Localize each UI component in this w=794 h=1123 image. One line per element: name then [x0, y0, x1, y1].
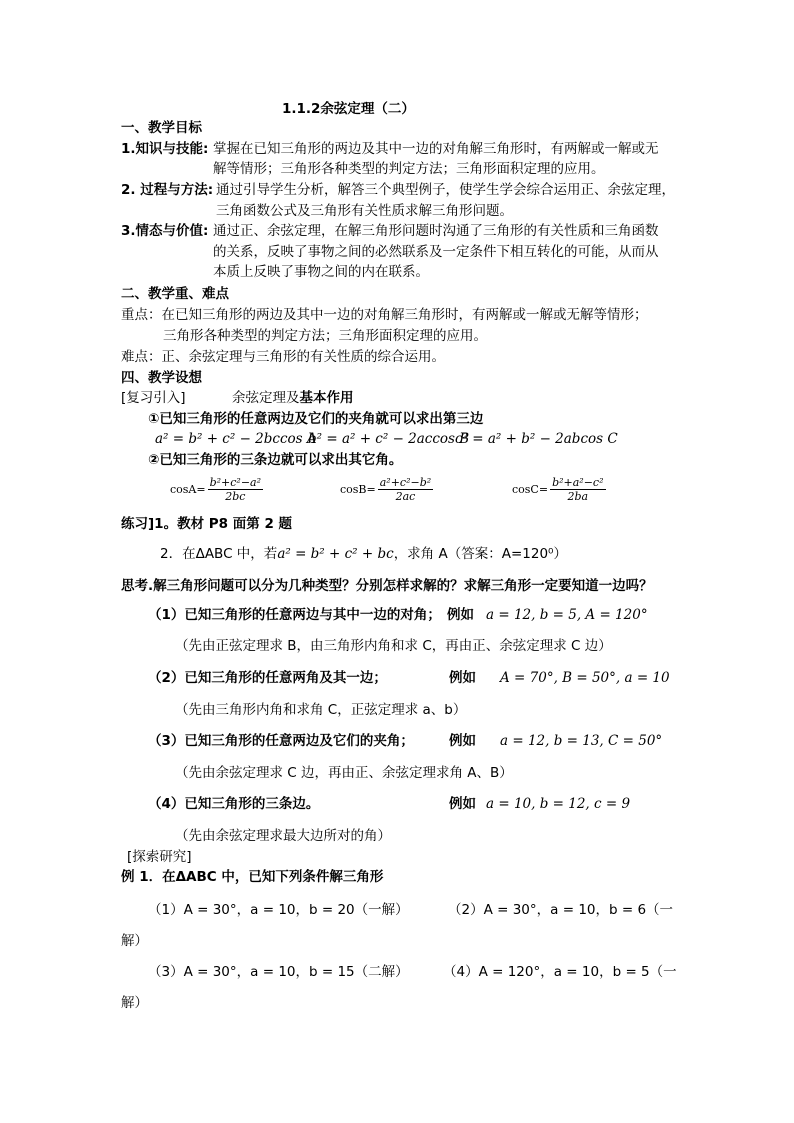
- case-3: （3）A = 30°，a = 10，b = 15（二解）: [148, 964, 409, 980]
- cosine-law-a: a² = b² + c² − 2bccos A: [155, 431, 317, 447]
- review-text: 余弦定理及基本作用: [232, 390, 354, 406]
- think-question: 思考.解三角形问题可以分为几种类型？分别怎样求解的？求解三角形一定要知道一边吗？: [121, 578, 653, 594]
- review-point-2: ②已知三角形的三条边就可以求出其它角。: [148, 452, 403, 468]
- cos-c-formula: cosC= $\frac{\text{b²+a²−c²}}{2ba}$: [512, 476, 604, 503]
- type-1-note: （先由正弦定理求 B，由三角形内角和求 C，再由正、余弦定理求 C 边）: [175, 638, 612, 654]
- type-2-example-values: A = 70°, B = 50°, a = 10: [500, 670, 670, 686]
- knowledge-label: 1.知识与技能:: [121, 141, 209, 157]
- case-4: （4）A = 120°，a = 10，b = 5（一: [443, 964, 677, 980]
- type-3: （3）已知三角形的任意两边及它们的夹角；: [148, 733, 414, 749]
- type-4-example-label: 例如: [449, 796, 476, 812]
- type-2-example-label: 例如: [449, 670, 476, 686]
- cosine-law-b: b² = a² + c² − 2accos B: [308, 431, 470, 447]
- section-heading-design: 四、教学设想: [121, 370, 202, 386]
- difficulty-text: 难点：正、余弦定理与三角形的有关性质的综合运用。: [121, 349, 445, 365]
- type-3-example-label: 例如: [449, 733, 476, 749]
- type-4-example-values: a = 10, b = 12, c = 9: [486, 796, 631, 812]
- knowledge-text-1: 掌握在已知三角形的两边及其中一边的对角解三角形时，有两解或一解或无: [213, 141, 659, 157]
- exercise-2: 2．在ΔABC 中，若a² = b² + c² + bc，求角 A（答案：A=120⁰）: [160, 546, 567, 562]
- case-2: （2）A = 30°，a = 10，b = 6（一: [448, 902, 674, 918]
- cos-b-formula: cosB= $\frac{\text{a²+c²−b²}}{2ac}$: [340, 476, 432, 503]
- section-heading-objectives: 一、教学目标: [121, 120, 202, 136]
- type-4-note: （先由余弦定理求最大边所对的角）: [175, 828, 391, 844]
- emotion-label: 3.情态与价值:: [121, 223, 209, 239]
- key-point-text-2: 三角形各种类型的判定方法；三角形面积定理的应用。: [163, 328, 487, 344]
- case-4-continued: 解）: [121, 995, 148, 1011]
- example-1-heading: 例 1．在ΔABC 中，已知下列条件解三角形: [121, 869, 384, 885]
- process-text-1: 通过引导学生分析，解答三个典型例子，使学生学会综合运用正、余弦定理，: [216, 182, 675, 198]
- cosine-law-c: c² = a² + b² − 2abcos C: [455, 431, 618, 447]
- type-1-example-values: a = 12, b = 5, A = 120°: [486, 607, 648, 623]
- review-point-1: ①已知三角形的任意两边及它们的夹角就可以求出第三边: [148, 411, 484, 427]
- type-1: （1）已知三角形的任意两边与其中一边的对角；: [148, 607, 441, 623]
- process-text-2: 三角函数公式及三角形有关性质求解三角形问题。: [216, 203, 513, 219]
- process-label: 2. 过程与方法:: [121, 182, 214, 198]
- type-4: （4）已知三角形的三条边。: [148, 796, 320, 812]
- section-heading-keypoints: 二、教学重、难点: [121, 286, 229, 302]
- emotion-text-3: 本质上反映了事物之间的内在联系。: [213, 264, 429, 280]
- case-1: （1）A = 30°，a = 10，b = 20（一解）: [148, 902, 409, 918]
- review-tag: [复习引入]: [121, 390, 186, 406]
- type-3-note: （先由余弦定理求 C 边，再由正、余弦定理求角 A、B）: [175, 765, 513, 781]
- knowledge-text-2: 解等情形；三角形各种类型的判定方法；三角形面积定理的应用。: [213, 161, 605, 177]
- type-2-note: （先由三角形内角和求角 C，正弦定理求 a、b）: [175, 702, 467, 718]
- type-3-example-values: a = 12, b = 13, C = 50°: [500, 733, 663, 749]
- emotion-text-1: 通过正、余弦定理，在解三角形问题时沟通了三角形的有关性质和三角函数: [213, 223, 659, 239]
- emotion-text-2: 的关系，反映了事物之间的必然联系及一定条件下相互转化的可能，从而从: [213, 244, 659, 260]
- exercise-heading: 练习]1。教材 P8 面第 2 题: [121, 516, 293, 532]
- type-1-example-label: 例如: [447, 607, 474, 623]
- explore-tag: [探索研究]: [127, 849, 192, 865]
- case-2-continued: 解）: [121, 933, 148, 949]
- key-point-text-1: 重点：在已知三角形的两边及其中一边的对角解三角形时，有两解或一解或无解等情形；: [121, 307, 648, 323]
- page-title: 1.1.2余弦定理（二）: [282, 101, 415, 117]
- type-2: （2）已知三角形的任意两角及其一边；: [148, 670, 387, 686]
- cos-a-formula: cosA= $\frac{\text{b²+c²−a²}}{2bc}$: [170, 476, 262, 503]
